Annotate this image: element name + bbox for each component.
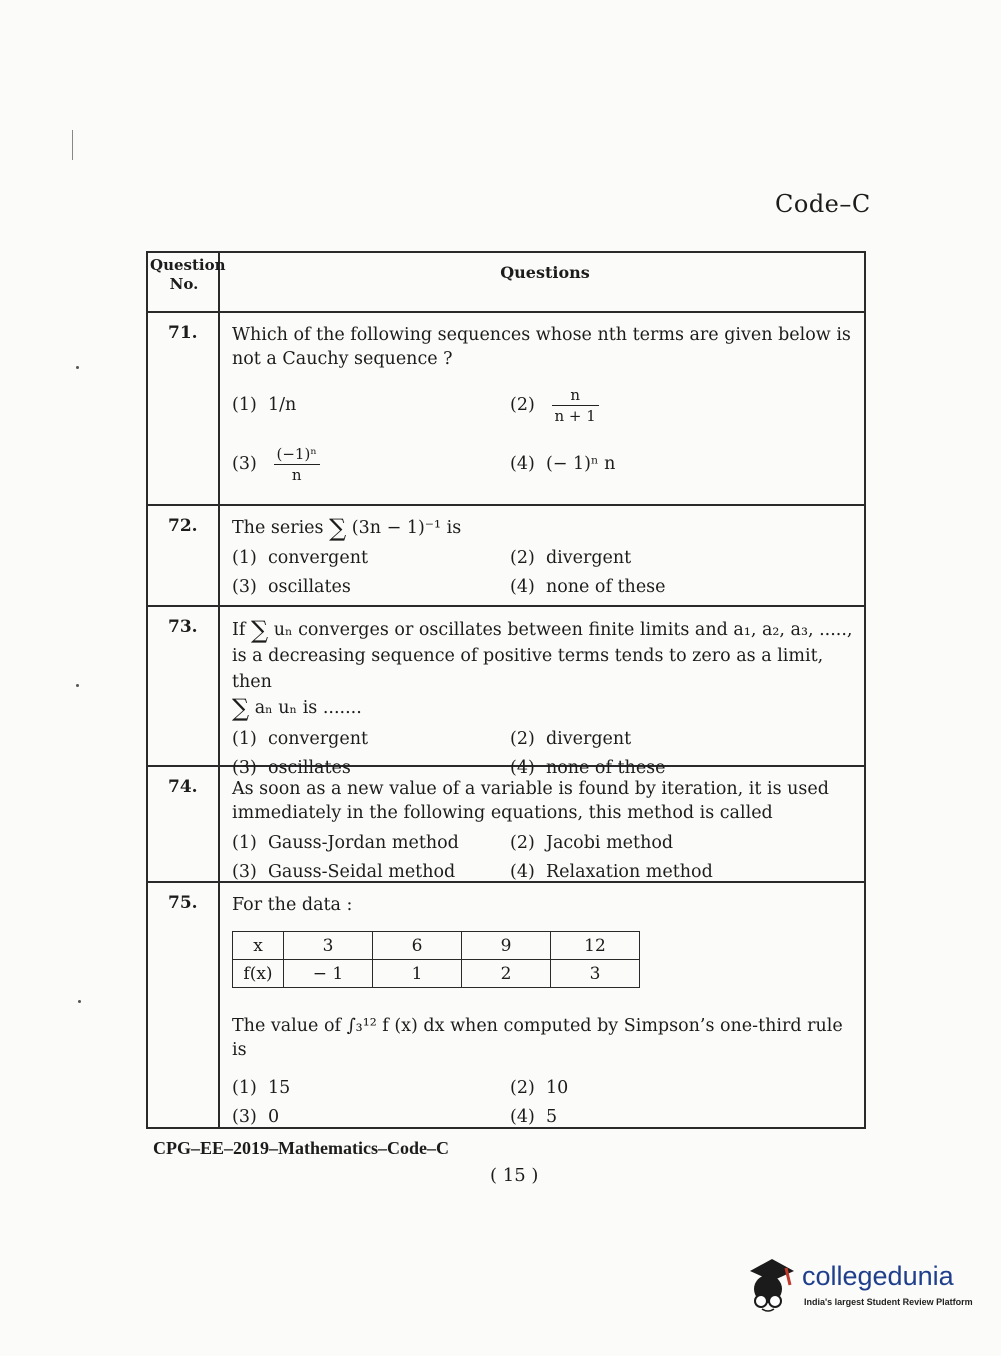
option-3: (3) 0 (232, 1107, 280, 1127)
question-text: Which of the following sequences whose nth terms are given below is not a Cauchy sequence ? (232, 325, 851, 369)
question-number: 72. (148, 506, 220, 605)
option-4: (4) 5 (510, 1107, 558, 1127)
question-75 (148, 883, 864, 1127)
integral: ∫₃¹² f (x) dx (346, 1016, 445, 1036)
question-text: The series ∑ (3n − 1)⁻¹ is (232, 514, 462, 542)
option-1: (1) 1/n (232, 395, 297, 415)
mascot-icon (742, 1253, 802, 1313)
option-4: (4) none of these (510, 758, 666, 778)
code-label: Code–C (775, 190, 871, 218)
question-71 (148, 313, 864, 506)
brand-name: collegedunia (802, 1261, 954, 1291)
option-3: (3) oscillates (232, 577, 351, 597)
option-4: (4) (− 1)ⁿ n (510, 454, 616, 474)
option-3: (3) Gauss-Seidal method (232, 862, 456, 882)
question-number: 74. (148, 767, 220, 881)
option-2: (2) divergent (510, 548, 632, 568)
option-1: (1) Gauss-Jordan method (232, 833, 459, 853)
question-74 (148, 767, 864, 883)
option-3: (3) $\frac{\text{(−1)ⁿ}}{n}$ (232, 444, 510, 485)
question-number: 71. (148, 313, 220, 504)
option-3: (3) oscillates (232, 758, 351, 778)
option-1: (1) 15 (232, 1078, 291, 1098)
scan-dot (78, 1000, 81, 1003)
sigma-icon: ∑ (329, 514, 347, 542)
question-72 (148, 506, 864, 607)
col-question-header: Questions (500, 263, 590, 282)
table-row: f(x) − 1 1 2 3 (233, 960, 640, 988)
table-header (148, 253, 864, 313)
option-4: (4) Relaxation method (510, 862, 713, 882)
option-2: (2) 10 (510, 1078, 569, 1098)
sigma-icon: ∑ (232, 694, 250, 722)
col-number-header: Question No. (148, 253, 220, 311)
question-number: 73. (148, 607, 220, 765)
paper-code: CPG–EE–2019–Mathematics–Code–C (153, 1138, 449, 1158)
option-1: (1) convergent (232, 729, 369, 749)
margin-mark (72, 130, 73, 160)
question-text-2: The value of ∫₃¹² f (x) dx when computed by Simpson’s one-third rule is (232, 1016, 843, 1060)
sigma-icon: ∑ (250, 616, 269, 644)
question-number: 75. (148, 883, 220, 1127)
table-row: x 3 6 9 12 (233, 932, 640, 960)
question-text: If ∑ uₙ converges or oscillates between finite limits and a₁, a₂, a₃, ....., is a decreasing sequence of positive terms tends to zero as a limit, then ∑ aₙ uₙ is ....... (232, 616, 853, 722)
brand-tagline: India's largest Student Review Platform (804, 1297, 973, 1307)
option-1: (1) convergent (232, 548, 369, 568)
scan-dot (76, 684, 79, 687)
option-4: (4) none of these (510, 577, 666, 597)
question-table (146, 251, 866, 1129)
option-2: (2) Jacobi method (510, 833, 674, 853)
option-2: (2) $\frac{n}{n + 1}$ (510, 385, 858, 426)
page-number: ( 15 ) (490, 1165, 539, 1186)
scan-dot (76, 366, 79, 369)
data-table (232, 931, 640, 988)
option-2: (2) divergent (510, 729, 632, 749)
question-text: For the data : (232, 895, 353, 915)
question-73 (148, 607, 864, 778)
question-text: As soon as a new value of a variable is found by iteration, it is used immediately in the following equations, this method is called (232, 779, 829, 823)
